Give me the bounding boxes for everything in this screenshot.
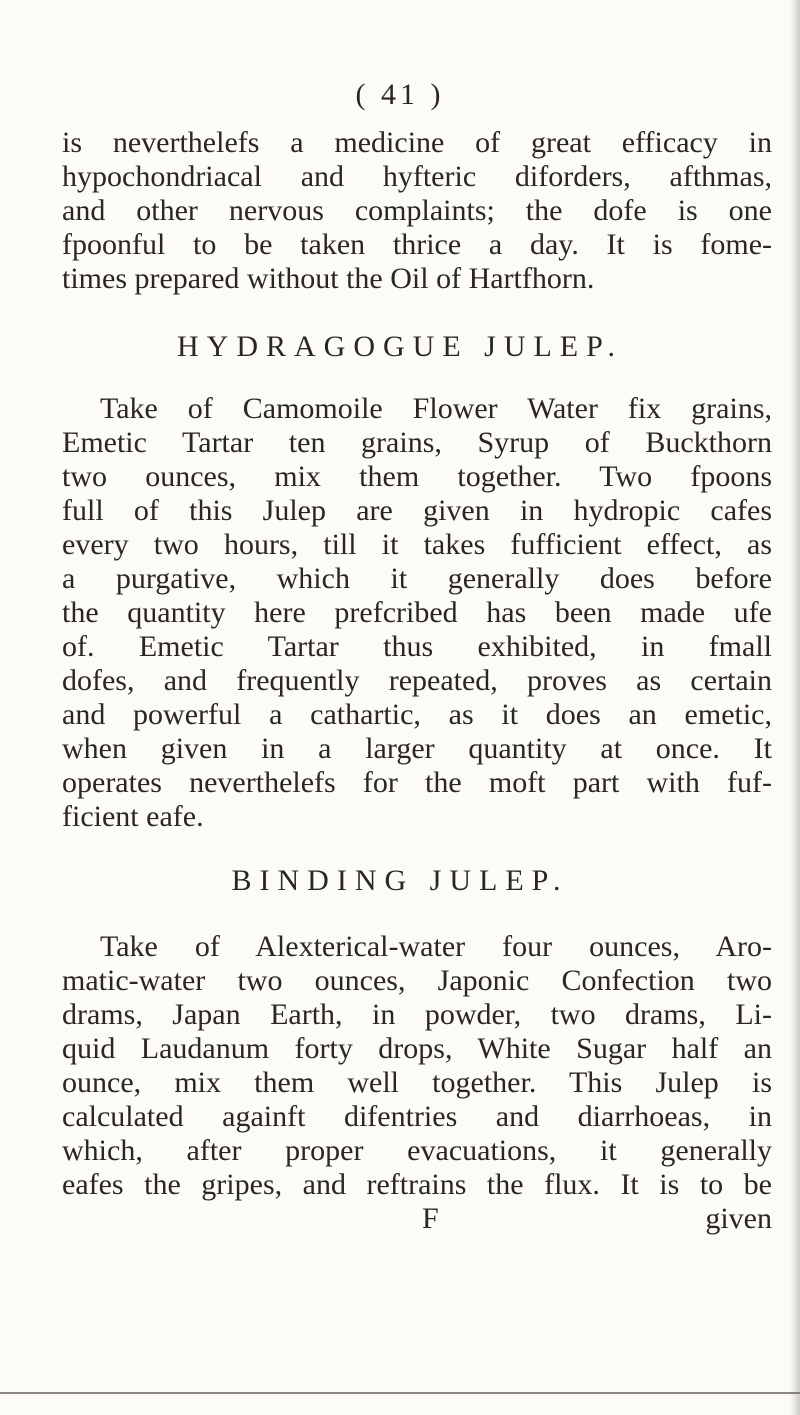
page-edge-shadow — [790, 0, 800, 1415]
text-line: ounce, mix them well together. This Julep is — [62, 1066, 772, 1099]
text-line: drams, Japan Earth, in powder, two drams, Li- — [62, 998, 772, 1031]
text-line: of. Emetic Tartar thus exhibited, in fmall — [62, 630, 772, 663]
text-line: Take of Alexterical-water four ounces, Aro- — [100, 930, 772, 963]
section-heading-binding: BINDING JULEP. — [231, 864, 569, 897]
section-heading-hydragogue: HYDRAGOGUE JULEP. — [176, 330, 623, 363]
text-line: calculated againft difentries and diarrhoeas, in — [62, 1100, 772, 1133]
text-line: ficient eafe. — [62, 800, 204, 833]
text-line: dofes, and frequently repeated, proves as certain — [62, 664, 772, 697]
text-line: when given in a larger quantity at once. It — [62, 732, 772, 765]
text-line: is neverthelefs a medicine of great efficacy in — [62, 126, 772, 159]
text-line: eafes the gripes, and reftrains the flux. It is to be — [62, 1168, 772, 1201]
text-line: two ounces, mix them together. Two fpoons — [62, 460, 772, 493]
text-line: and powerful a cathartic, as it does an emetic, — [62, 698, 772, 731]
text-line: a purgative, which it generally does before — [62, 562, 772, 595]
text-line: fpoonful to be taken thrice a day. It is fome- — [62, 228, 772, 261]
text-line: Take of Camomoile Flower Water fix grains, — [100, 392, 772, 425]
footer-line — [62, 1202, 772, 1236]
text-line: and other nervous complaints; the dofe is one — [62, 194, 772, 227]
text-line: every two hours, till it takes fufficient effect, as — [62, 528, 772, 561]
page-bottom-edge — [0, 1392, 800, 1394]
text-line: which, after proper evacuations, it generally — [62, 1134, 772, 1167]
text-line: matic-water two ounces, Japonic Confection two — [62, 964, 772, 997]
signature-mark: F — [422, 1202, 439, 1235]
text-line: hypochondriacal and hyfteric diforders, afthmas, — [62, 160, 772, 193]
text-line: operates neverthelefs for the moft part with fuf- — [62, 766, 772, 799]
page-number: ( 41 ) — [355, 78, 445, 111]
text-line: times prepared without the Oil of Hartfhorn. — [62, 262, 595, 295]
text-line: the quantity here prefcribed has been made ufe — [62, 596, 772, 629]
text-line: quid Laudanum forty drops, White Sugar half an — [62, 1032, 772, 1065]
text-line: Emetic Tartar ten grains, Syrup of Buckthorn — [62, 426, 772, 459]
catchword: given — [705, 1202, 772, 1235]
text-line: full of this Julep are given in hydropic cafes — [62, 494, 772, 527]
